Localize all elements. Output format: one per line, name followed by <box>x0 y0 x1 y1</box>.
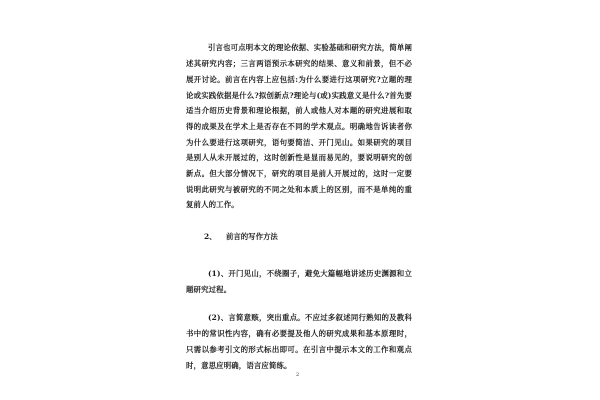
section-number: 2、 <box>204 232 217 241</box>
method-paragraph-2: (2)、言简意赅，突出重点。不应过多叙述同行熟知的及教科书中的常识性内容，确有必要提及他人的研究成果和基本原理时，只需以参考引文的形式标出即可。在引言中提示本文的工作和观点时，意思应明确，语言应简练。 <box>186 313 412 370</box>
section-heading <box>204 229 278 245</box>
intro-paragraph: 引言也可点明本文的理论依据、实验基础和研究方法，简单阐述其研究内容；三言两语预示本研究的结果、意义和前景，但不必展开讨论。前言在内容上应包括:为什么要进行这项研究?立题的理论或实践依据是什么?拟创新点?理论与(或)实践意义是什么?首先要适当介绍历史背景和理论根据，前人或他人对本题的研究进展和取得的成果及在学术上是否存在不同的学术观点。明确地告诉读者你为什么要进行这项研究，语句要简洁、开门见山。如果研究的项目是别人从未开展过的，这时创新性是显而易见的，要说明研究的创新点。但大部分情况下，研究的项目是前人开展过的，这时一定要说明此研究与被研究的不同之处和本质上的区别，而不是单纯的重复前人的工作。 <box>186 43 412 210</box>
section-title: 前言的写作方法 <box>226 232 278 241</box>
page-number: 2 <box>296 372 300 378</box>
method-paragraph-1: (1)、开门见山，不绕圈子，避免大篇幅地讲述历史渊源和立题研究过程。 <box>186 269 412 295</box>
